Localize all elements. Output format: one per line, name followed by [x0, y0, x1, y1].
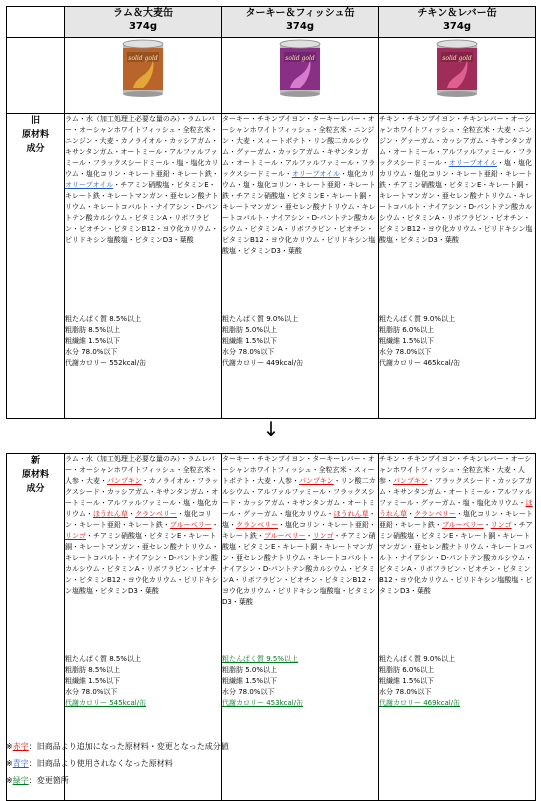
- comparison-table: [6, 6, 536, 801]
- ingredient-segment: オリーブオイル: [448, 159, 498, 167]
- nutrition-list: [222, 654, 378, 709]
- nutrition-line: 粗繊維 1.5%以下: [65, 337, 121, 345]
- can-bottom: [123, 91, 163, 97]
- corner-cell: [7, 7, 65, 38]
- ingredient-segment: ・チアミン硝酸塩・ビタミンE・キレート銅・キレートマンガン・亜セレン酸ナトリウム・キレートコバルト・ナイアシン・D-パントテン酸カルシウム・ビタミンA・リボフラビン・ビオチン・ビタミンB12・ヨウ化カリウム・ピリドキシン塩酸塩・ビタミンD3・葉酸: [65, 532, 219, 595]
- nutrition-line: 粗たんぱく質 8.5%以上: [65, 315, 142, 323]
- nutrition-line: 代謝カロリー 545kcal/缶: [65, 699, 147, 707]
- can-icon: [276, 38, 324, 98]
- nutrition-list: [379, 314, 535, 369]
- new-ingredients-chicken: [379, 454, 536, 801]
- can-bottom: [280, 91, 320, 97]
- legend-text: ：旧商品より追加になった原材料・変更となった成分値: [28, 742, 229, 751]
- can-cell-lamb: [65, 38, 222, 114]
- can-lid: [280, 40, 320, 48]
- ingredient-list: [379, 454, 535, 650]
- can-image-row: [7, 38, 536, 114]
- can-cell-chicken: [379, 38, 536, 114]
- nutrition-line: 水分 78.0%以下: [222, 348, 275, 356]
- old-ingredients-chicken: [379, 114, 536, 419]
- ingredient-segment: リンゴ: [65, 532, 86, 540]
- nutrition-line: 代謝カロリー 552kcal/缶: [65, 359, 147, 367]
- old-row-label: [7, 114, 65, 419]
- ingredient-segment: ブルーベリー: [169, 521, 212, 529]
- ingredient-list: [379, 114, 535, 310]
- product-header-row: [7, 7, 536, 38]
- can-logo-text: solid gold: [442, 55, 472, 62]
- ingredient-segment: ブルーベリー: [263, 532, 306, 540]
- row-label-line: 成分: [26, 484, 45, 494]
- nutrition-line: 水分 78.0%以下: [222, 688, 275, 696]
- ingredient-segment: パンプキン: [393, 477, 428, 485]
- ingredient-segment: リンゴ: [312, 532, 334, 540]
- ingredient-segment: チキン・チキンブイヨン・チキンレバー・オーシャンホワイトフィッシュ・全粒玄米・大麦・ニンジン・グァーガム・カッシアガム・キサンタンガム・オートミール・アルファルファミール・フラックスシードミール・: [379, 115, 533, 167]
- legend-key: 緑字: [12, 776, 29, 785]
- old-ingredients-lamb: [65, 114, 222, 419]
- ingredient-segment: ・フラックスシード・カッシアガム・キサンタンガム・オートミール・アルファルファミール・グァーガム・塩・塩化カリウム・: [379, 477, 533, 507]
- nutrition-line: 粗たんぱく質 9.0%以上: [222, 315, 299, 323]
- legend: [6, 738, 229, 789]
- nutrition-line: 粗繊維 1.5%以下: [379, 337, 435, 345]
- can-icon: [119, 38, 167, 98]
- can-logo-text: solid gold: [128, 55, 158, 62]
- legend-text: ：旧商品より使用されなくなった原材料: [28, 759, 173, 768]
- nutrition-list: [65, 314, 221, 369]
- product-size: 374g: [128, 21, 158, 32]
- ingredient-segment: ・塩化コリン・キレート亜鉛・キレート鉄・: [65, 510, 212, 529]
- nutrition-line: 水分 78.0%以下: [65, 688, 118, 696]
- ingredient-segment: ・塩化コリン・キレート亜鉛・キレート鉄・: [222, 521, 376, 540]
- ingredient-segment: ・リン酸二カルシウム・アルファルファミール・フラックスシード・カッシアガム・キサンタンガム・オートミール・グァーガム・塩化カリウム・: [222, 477, 376, 518]
- can-row-label: [7, 38, 65, 114]
- ingredient-segment: ・塩化コリン・キレート亜鉛・キレート鉄・: [379, 510, 533, 529]
- ingredient-segment: ・チアミン硝酸塩・ビタミンE・キレート銅・キレートマンガン・亜セレン酸ナトリウム・キレートコバルト・ナイアシン・D-パントテン酸カルシウム・ビタミンA・リボフラビン・ビオチン・ビタミンB12・ヨウ化カリウム・ピリドキシン塩酸塩・ビタミンD3・葉酸: [379, 521, 533, 595]
- nutrition-line: 粗繊維 1.5%以下: [65, 677, 121, 685]
- nutrition-line: 粗たんぱく質 9.0%以上: [379, 655, 456, 663]
- ingredient-segment: リンゴ: [490, 521, 512, 529]
- ingredient-segment: クランベリー: [134, 510, 177, 518]
- product-name: チキン＆レバー缶: [417, 8, 497, 19]
- can-image-chicken: [433, 38, 481, 98]
- nutrition-line: 水分 78.0%以下: [379, 348, 432, 356]
- nutrition-line: 代謝カロリー 465kcal/缶: [379, 359, 461, 367]
- down-arrow-icon: ↓: [262, 417, 280, 441]
- ingredient-segment: オリーブオイル: [291, 170, 341, 178]
- nutrition-line: 粗脂肪 5.0%以上: [222, 326, 278, 334]
- row-label-line: 成分: [26, 144, 45, 154]
- old-ingredients-row: [7, 114, 536, 419]
- old-ingredients-turkey: [222, 114, 379, 419]
- ingredient-segment: ターキー・チキンブイヨン・ターキーレバー・オーシャンホワイトフィッシュ・全粒玄米・スィートポテト・大麦・人参・: [222, 455, 375, 485]
- ingredient-segment: ・カノライオル・フラックスシード・カッシアガム・キサンタンガム・オートミール・アルファルファミール・塩・塩化カリウム・: [65, 477, 219, 518]
- new-ingredients-turkey: [222, 454, 379, 801]
- ingredient-segment: ・: [305, 532, 313, 540]
- legend-key: 赤字: [12, 742, 29, 751]
- ingredient-segment: ・: [407, 510, 414, 518]
- nutrition-line: 粗脂肪 8.5%以上: [65, 666, 121, 674]
- legend-key: 青字: [12, 759, 29, 768]
- can-logo-text: solid gold: [285, 55, 315, 62]
- can-icon: [433, 38, 481, 98]
- ingredient-segment: ・チアミン硝酸塩・ビタミンE・キレート銅・キレートマンガン・亜セレン酸ナトリウム・キレートコバルト・ナイアシン・D-パントテン酸カルシウム・ビタミンA・リボフラビン・ビオチン・ビタミンB12・ヨウ化カリウム・ピリドキシン塩酸塩・ビタミンD3・葉酸: [222, 532, 376, 606]
- ingredient-segment: ・塩化カリウム・塩・塩化コリン・キレート亜鉛・キレート鉄・チアミン硝酸塩・ビタミンE・キレート銅・キレートマンガン・亜セレン酸ナトリウム・キレートコバルト・ナイアシン・D-パントテン酸カルシウム・ビタミンA・リボフラビン・ビオチン・ビタミンB12・ヨウ化カリウム・ピリドキシン塩酸塩・ビタミンD3・葉酸: [222, 170, 376, 255]
- arrow-row: [7, 419, 536, 454]
- nutrition-line: 粗たんぱく質 8.5%以上: [65, 655, 142, 663]
- nutrition-line: 粗たんぱく質 9.5%以上: [222, 655, 299, 663]
- ingredient-segment: ブルーベリー: [441, 521, 484, 529]
- ingredient-segment: ターキー・チキンブイヨン・ターキーレバー・オーシャンホワイトフィッシュ・全粒玄米・ニンジン・大麦・スィートポテト・リン酸二カルシウム・グァーガム・カッシアガム・キサンタンガム・オートミール・アルファルファミール・フラックスシードミール・: [222, 115, 376, 178]
- arrow-cell: [7, 419, 536, 454]
- product-header-turkey: [222, 7, 379, 38]
- nutrition-line: 粗たんぱく質 9.0%以上: [379, 315, 456, 323]
- nutrition-line: 代謝カロリー 449kcal/缶: [222, 359, 304, 367]
- nutrition-line: 粗脂肪 6.0%以上: [379, 666, 435, 674]
- nutrition-list: [222, 314, 378, 369]
- product-size: 374g: [442, 21, 472, 32]
- can-lid: [123, 40, 163, 48]
- ingredient-list: [222, 454, 378, 650]
- ingredient-segment: オリーブオイル: [65, 181, 114, 189]
- ingredient-segment: ほうれん草: [92, 510, 128, 518]
- row-label-line: 原材料: [21, 130, 49, 140]
- legend-prefix: ※: [6, 759, 13, 768]
- ingredient-segment: ・: [483, 521, 491, 529]
- ingredient-segment: クランベリー: [236, 521, 278, 529]
- product-header-chicken: [379, 7, 536, 38]
- ingredient-list: [65, 454, 221, 650]
- legend-text: ：変更箇所: [28, 776, 69, 785]
- can-cell-turkey: [222, 38, 379, 114]
- ingredient-list: [222, 114, 378, 310]
- nutrition-list: [379, 654, 535, 709]
- ingredient-segment: ・塩・: [222, 510, 376, 529]
- product-name: ラム＆大麦缶: [113, 8, 173, 19]
- nutrition-line: 粗脂肪 5.0%以上: [222, 666, 278, 674]
- nutrition-line: 粗繊維 1.5%以下: [379, 677, 435, 685]
- nutrition-line: 水分 78.0%以下: [65, 348, 118, 356]
- row-label-line: 新: [30, 456, 40, 466]
- nutrition-line: 粗繊維 1.5%以下: [222, 337, 278, 345]
- legend-prefix: ※: [6, 742, 13, 751]
- product-header-lamb: [65, 7, 222, 38]
- ingredient-segment: ・: [211, 521, 219, 529]
- row-label-line: 原材料: [21, 470, 49, 480]
- ingredient-segment: ・塩・塩化カリウム・塩化コリン・キレート亜鉛・キレート鉄・チアミン硝酸塩・ビタミンE・キレート銅・キレートマンガン・亜セレン酸ナトリウム・キレートコバルト・ナイアシン・D-パントテン酸カルシウム・ビタミンA・リボフラビン・ビオチン・ビタミンB12・ヨウ化カリウム・ピリドキシン塩酸塩・ビタミンD3・葉酸: [379, 159, 533, 244]
- nutrition-line: 代謝カロリー 469kcal/缶: [379, 699, 461, 707]
- ingredient-segment: ラム・水（加工処理上必要な量のみ）・ラムレバー・オーシャンホワイトフィッシュ・全粒玄米・人参・大麦・: [65, 455, 218, 485]
- ingredient-segment: クランベリー: [414, 510, 456, 518]
- product-name: ターキー＆フィッシュ缶: [245, 8, 355, 19]
- ingredient-segment: ほうれん草: [333, 510, 369, 518]
- nutrition-line: 代謝カロリー 453kcal/缶: [222, 699, 304, 707]
- legend-item: [6, 738, 229, 755]
- ingredient-segment: パンプキン: [107, 477, 142, 485]
- nutrition-line: 粗脂肪 8.5%以上: [65, 326, 121, 334]
- ingredient-segment: ・チアミン硝酸塩・ビタミンE・キレート鉄・キレートマンガン・亜セレン酸ナトリウム・キレートコバルト・ナイアシン・D-パントテン酸カルシウム・ビタミンA・リボフラビン・ビオチン・ビタミンB12・ヨウ化カリウム・ピリドキシン塩酸塩・ビタミンD3・葉酸: [65, 181, 219, 244]
- row-label-line: 旧: [30, 116, 40, 126]
- ingredient-list: [65, 114, 221, 310]
- can-bottom: [437, 91, 477, 97]
- nutrition-line: 粗脂肪 6.0%以上: [379, 326, 435, 334]
- legend-item: [6, 772, 229, 789]
- ingredient-segment: ラム・水（加工処理上必要な量のみ）・ラムレバー・オーシャンホワイトフィッシュ・全粒玄米・ニンジン・大麦・カノライオル・カッシアガム・キサンタンガム・オートミール・アルファルファミール・フラックスシードミール・塩・塩化カリウム・塩化コリン・キレート亜鉛・キレート鉄・: [65, 115, 219, 178]
- ingredient-segment: ・: [127, 510, 135, 518]
- can-image-turkey: [276, 38, 324, 98]
- product-size: 374g: [285, 21, 315, 32]
- can-image-lamb: [119, 38, 167, 98]
- ingredient-segment: ほうれん草: [379, 499, 533, 518]
- ingredient-segment: チキン・チキンブイヨン・チキンレバー・オーシャンホワイトフィッシュ・全粒玄米・大麦・人参・: [379, 455, 532, 485]
- ingredient-segment: パンプキン: [299, 477, 334, 485]
- nutrition-line: 粗繊維 1.5%以下: [222, 677, 278, 685]
- can-lid: [437, 40, 477, 48]
- legend-prefix: ※: [6, 776, 13, 785]
- nutrition-list: [65, 654, 221, 709]
- nutrition-line: 水分 78.0%以下: [379, 688, 432, 696]
- legend-item: [6, 755, 229, 772]
